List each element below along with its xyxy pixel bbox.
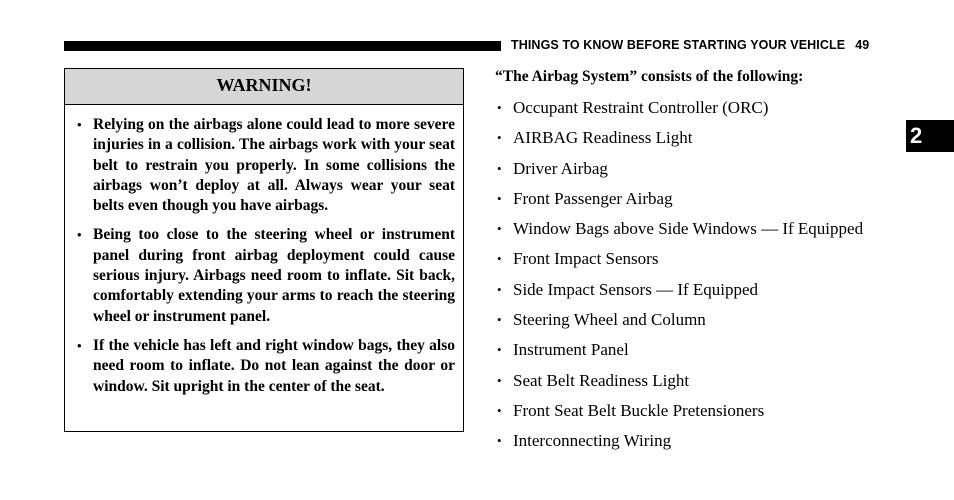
warning-item-text: Being too close to the steering wheel or instrument panel during front airbag deployment could cause serious injury. Airbags need room to inflate. Sit back, comfortably extending your arms to reach the steering wheel or instrument panel. — [93, 226, 455, 325]
header-title: THINGS TO KNOW BEFORE STARTING YOUR VEHICLE — [511, 38, 846, 52]
running-header — [511, 38, 869, 52]
list-item-text: Steering Wheel and Column — [513, 310, 706, 330]
warning-item — [75, 225, 455, 326]
list-item — [497, 430, 863, 460]
list-item — [497, 370, 863, 400]
list-item-text: Front Passenger Airbag — [513, 188, 673, 208]
warning-list — [65, 105, 463, 397]
bullet-icon: • — [497, 251, 502, 267]
warning-item-text: Relying on the airbags alone could lead to more severe injuries in a collision. The airbags work with your seat belt to restrain you properly. In some collisions the airbags won’t deploy at all. Always wear your seat belts even though you have airbags. — [93, 116, 455, 215]
list-item-text: Instrument Panel — [513, 340, 629, 360]
bullet-icon: • — [77, 227, 82, 243]
bullet-icon: • — [497, 130, 502, 146]
airbag-system-intro: “The Airbag System” consists of the following: — [495, 68, 804, 85]
warning-item-text: If the vehicle has left and right window bags, they also need room to inflate. Do not lean against the door or window. Sit upright in the center of the seat. — [93, 336, 455, 395]
warning-box — [64, 68, 464, 432]
list-item-text: Front Seat Belt Buckle Pretensioners — [513, 400, 765, 420]
list-item-text: AIRBAG Readiness Light — [513, 128, 693, 148]
bullet-icon: • — [497, 342, 502, 358]
component-list — [497, 97, 863, 461]
header-bar — [64, 41, 501, 51]
warning-item — [75, 115, 455, 216]
bullet-icon: • — [497, 281, 502, 297]
bullet-icon: • — [497, 221, 502, 237]
warning-item — [75, 336, 455, 397]
list-item — [497, 127, 863, 157]
bullet-icon: • — [497, 190, 502, 206]
list-item — [497, 279, 863, 309]
list-item-text: Interconnecting Wiring — [513, 431, 672, 451]
list-item — [497, 158, 863, 188]
bullet-icon: • — [497, 372, 502, 388]
list-item-text: Seat Belt Readiness Light — [513, 370, 690, 390]
bullet-icon: • — [77, 117, 82, 132]
bullet-icon: • — [497, 160, 502, 176]
list-item — [497, 248, 863, 278]
page-number: 49 — [855, 38, 870, 52]
list-item — [497, 188, 863, 218]
list-item-text: Window Bags above Side Windows — If Equipped — [513, 219, 864, 239]
bullet-icon: • — [77, 337, 82, 353]
list-item-text: Side Impact Sensors — If Equipped — [513, 279, 759, 299]
section-tab: 2 — [906, 120, 954, 152]
list-item-text: Occupant Restraint Controller (ORC) — [513, 98, 769, 117]
list-item — [497, 218, 863, 248]
list-item-text: Driver Airbag — [513, 158, 608, 178]
warning-heading: WARNING! — [65, 69, 463, 105]
list-item — [497, 309, 863, 339]
bullet-icon: • — [497, 433, 502, 449]
list-item-text: Front Impact Sensors — [513, 249, 659, 269]
list-item — [497, 400, 863, 430]
list-item — [497, 97, 863, 127]
bullet-icon: • — [497, 402, 502, 418]
list-item — [497, 339, 863, 369]
bullet-icon: • — [497, 100, 502, 115]
bullet-icon: • — [497, 312, 502, 328]
